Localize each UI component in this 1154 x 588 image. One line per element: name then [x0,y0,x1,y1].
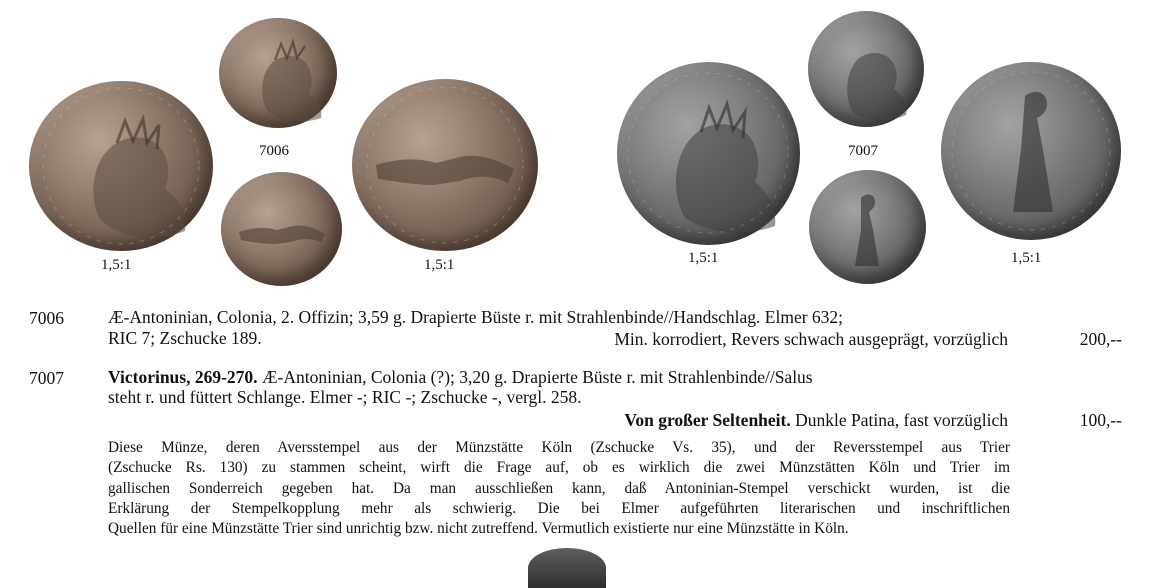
lot-7007-description-text: Æ-Antoninian, Colonia (?); 3,20 g. Drapierte Büste r. mit Strahlenbinde//Salus [257,367,813,387]
coin-7006-scale-right: 1,5:1 [424,257,455,273]
lot-7007-description-line2: steht r. und füttert Schlange. Elmer -; RIC -; Zschucke -, vergl. 258. [108,387,582,407]
bust-obverse-image [29,81,213,251]
coin-7007-obverse-large [617,62,800,245]
lot-7007-condition [624,410,1008,431]
coin-7007-scale-left: 1,5:1 [688,250,719,266]
coin-7007-label: 7007 [848,143,878,159]
coin-7007-obverse-small [808,11,924,127]
coin-7007-reverse-small [809,170,926,284]
note-line: Quellen für eine Münzstätte Trier sind unrichtig bzw. nicht zutreffend. Vermutlich existierte nur eine Münzstätte in Köln. [108,520,849,538]
bust-obverse-image [808,11,924,127]
handshake-reverse-image [352,79,538,251]
coin-7006-obverse-small [219,18,337,128]
coin-7006-reverse-large [352,79,538,251]
lot-7006-price: 200,-- [1079,329,1122,349]
bust-obverse-image [617,62,800,245]
lot-number-7007: 7007 [29,368,64,388]
lot-7007-description-line1 [108,368,813,388]
next-coin-partial [528,548,606,588]
lot-7006-description-line1: Æ-Antoninian, Colonia, 2. Offizin; 3,59 g. Drapierte Büste r. mit Strahlenbinde//Handschlag. Elmer 632; [108,307,844,327]
handshake-reverse-image [221,172,342,286]
lot-7007-rarity: Von großer Seltenheit. [624,410,791,430]
lot-7007-ruler: Victorinus, 269-270. [108,367,258,387]
lot-number-7006: 7006 [29,308,64,328]
lot-7006-condition: Min. korrodiert, Revers schwach ausgeprägt, vorzüglich [614,329,1008,349]
lot-7007-note [108,438,1010,539]
lot-7007-condition-text: Dunkle Patina, fast vorzüglich [790,410,1008,430]
salus-figure-image [941,62,1121,240]
coin-7006-reverse-small [221,172,342,286]
lot-7006-description-line2: RIC 7; Zschucke 189. [108,328,262,348]
note-line: gallischen Sonderreich gegeben hat. Da man ausschließen kann, daß Antoninian-Stempel verschickt wurden, ist die [108,479,1010,497]
coin-7007-scale-right: 1,5:1 [1011,250,1042,266]
note-line: Diese Münze, deren Aversstempel aus der Münzstätte Köln (Zschucke Vs. 35), und der Reversstempel aus Trier [108,439,1010,456]
coin-7006-obverse-large [29,81,213,251]
coin-7006-label: 7006 [259,143,289,159]
note-line: (Zschucke Rs. 130) zu stammen scheint, wirft die Frage auf, ob es wirklich die zwei Münzstätten Köln und Trier im [108,459,1010,477]
coin-7007-reverse-large [941,62,1121,240]
salus-figure-image [809,170,926,284]
coin-7006-scale-left: 1,5:1 [101,257,132,273]
note-line: Erklärung der Stempelkopplung mehr als schwierig. Die bei Elmer aufgeführten literarischen und inschriftlichen [108,499,1010,517]
lot-7007-price: 100,-- [1079,410,1122,430]
bust-obverse-image [219,18,337,128]
